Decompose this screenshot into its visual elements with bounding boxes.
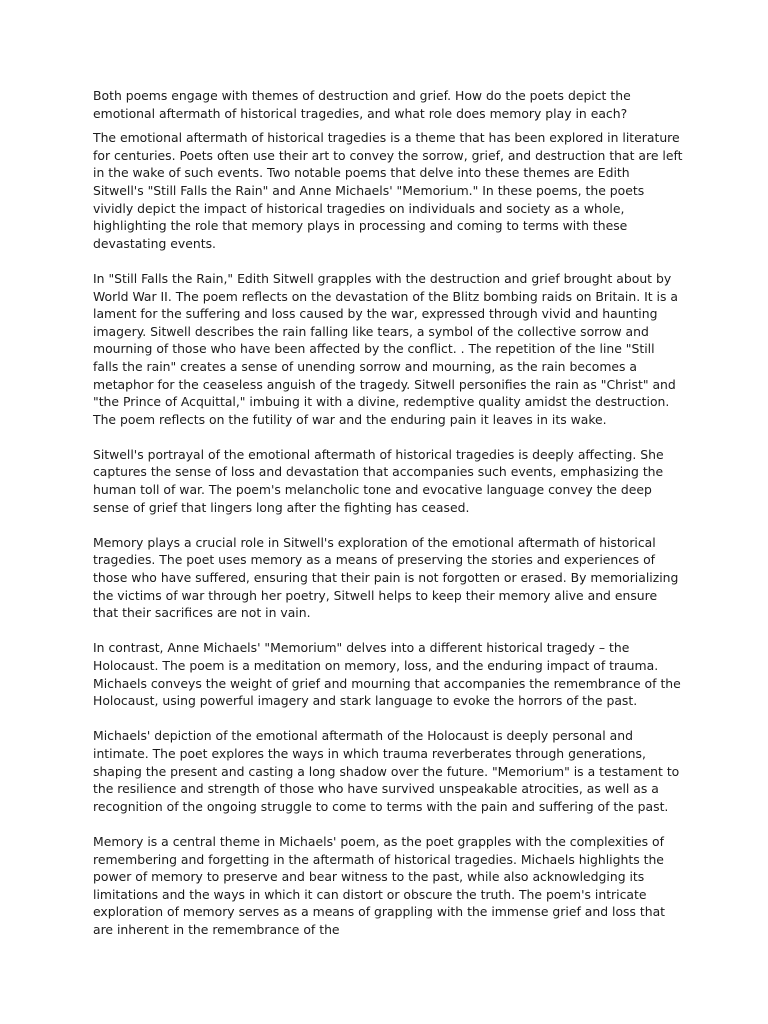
paragraph-michaels-memory: Memory is a central theme in Michaels' poem, as the poet grapples with the complexities of remembering and forgetting in the aftermath of historical tragedies. Michaels highlights the power of memory to preserve and bear witness to the past, while also acknowledging its limitations and the ways in which it can distort or obscure the truth. The poem's intricate exploration of memory serves as a means of grappling with the immense grief and loss that are inherent in the remembrance of the [93, 833, 666, 937]
paragraph-sitwell-poem: In "Still Falls the Rain," Edith Sitwell grapples with the destruction and grief brought about by World War II. The poem reflects on the devastation of the Blitz bombing raids on Britain. It is a lament for the suffering and loss caused by the war, expressed through vivid and haunting imagery. Sitwell describes the rain falling like tears, a symbol of the collective sorrow and mourning of those who have been affected by the conflict. . The repetition of the line "Still falls the rain" creates a sense of unending sorrow and mourning, as the rain becomes a metaphor for the ceaseless anguish of the tragedy. Sitwell personifies the rain as "Christ" and "the Prince of Acquittal," imbuing it with a divine, redemptive quality amidst the destruction. The poem reflects on the futility of war and the enduring pain it leaves in its wake. [93, 270, 678, 427]
paragraph-michaels-poem: In contrast, Anne Michaels' "Memorium" delves into a different historical tragedy – the Holocaust. The poem is a meditation on memory, loss, and the enduring impact of trauma. Michaels conveys the weight of grief and mourning that accompanies the remembrance of the Holocaust, using powerful imagery and stark language to evoke the horrors of the past. [93, 640, 681, 709]
essay-question: Both poems engage with themes of destruction and grief. How do the poets depict the emotional aftermath of historical tragedies, and what role does memory play in each? [93, 88, 631, 121]
document-page [93, 87, 683, 939]
paragraph-michaels-depiction: Michaels' depiction of the emotional aftermath of the Holocaust is deeply personal and intimate. The poet explores the ways in which trauma reverberates through generations, shaping the present and casting a long shadow over the future. "Memorium" is a testament to the resilience and strength of those who have survived unspeakable atrocities, as well as a recognition of the ongoing struggle to come to terms with the pain and suffering of the past. [93, 728, 680, 814]
paragraph-introduction: The emotional aftermath of historical tragedies is a theme that has been explored in literature for centuries. Poets often use their art to convey the sorrow, grief, and destruction that are left in the wake of such events. Two notable poems that delve into these themes are Edith Sitwell's "Still Falls the Rain" and Anne Michaels' "Memorium." In these poems, the poets vividly depict the impact of historical tragedies on individuals and society as a whole, highlighting the role that memory plays in processing and coming to terms with these devastating events. [93, 130, 683, 251]
paragraph-sitwell-portrayal: Sitwell's portrayal of the emotional aftermath of historical tragedies is deeply affecting. She captures the sense of loss and devastation that accompanies such events, emphasizing the human toll of war. The poem's melancholic tone and evocative language convey the deep sense of grief that lingers long after the fighting has ceased. [93, 446, 664, 515]
paragraph-sitwell-memory: Memory plays a crucial role in Sitwell's exploration of the emotional aftermath of historical tragedies. The poet uses memory as a means of preserving the stories and experiences of those who have suffered, ensuring that their pain is not forgotten or erased. By memorializing the victims of war through her poetry, Sitwell helps to keep their memory alive and ensure that their sacrifices are not in vain. [93, 534, 679, 621]
